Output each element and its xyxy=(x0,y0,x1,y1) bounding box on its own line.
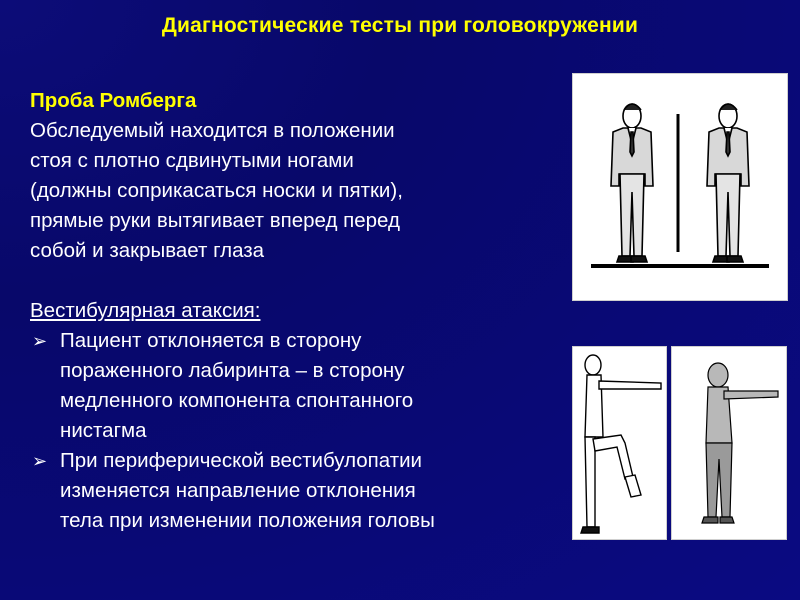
arms-extended-illustration xyxy=(671,346,787,540)
bullet-2-line-2: изменяется направление отклонения xyxy=(60,479,416,502)
romberg-figures-icon xyxy=(573,74,787,300)
description-line-3: (должны соприкасаться носки и пятки), xyxy=(30,179,403,202)
slide-title: Диагностические тесты при головокружении xyxy=(161,14,639,37)
bullet-item-1 xyxy=(30,326,550,446)
bullet-1-line-3: медленного компонента спонтанного xyxy=(60,389,414,412)
description-line-2: стоя с плотно сдвинутыми ногами xyxy=(30,149,354,172)
one-leg-stance-illustration xyxy=(572,346,667,540)
bullet-2-line-3: тела при изменении положения головы xyxy=(60,509,435,532)
bullet-2-line-1: При периферической вестибулопатии xyxy=(60,449,423,472)
section-label: Вестибулярная атаксия: xyxy=(30,299,261,322)
description-line-4: прямые руки вытягивает вперед перед xyxy=(30,209,400,232)
description-line-1: Обследуемый находится в положении xyxy=(30,119,395,142)
romberg-illustration xyxy=(572,73,788,301)
bullet-1-line-1: Пациент отклоняется в сторону xyxy=(60,329,362,352)
text-block xyxy=(30,86,550,536)
bullet-arrow-icon: ➢ xyxy=(32,451,48,471)
description-line-5: собой и закрывает глаза xyxy=(30,239,265,262)
one-leg-figure-icon xyxy=(573,347,666,539)
test-name-heading: Проба Ромберга xyxy=(30,89,197,112)
bullet-arrow-icon: ➢ xyxy=(32,331,48,351)
bullet-1-line-2: пораженного лабиринта – в сторону xyxy=(60,359,405,382)
bullet-item-2 xyxy=(30,446,550,536)
bullet-1-line-4: нистагма xyxy=(60,419,147,442)
arms-extended-figure-icon xyxy=(672,347,786,539)
